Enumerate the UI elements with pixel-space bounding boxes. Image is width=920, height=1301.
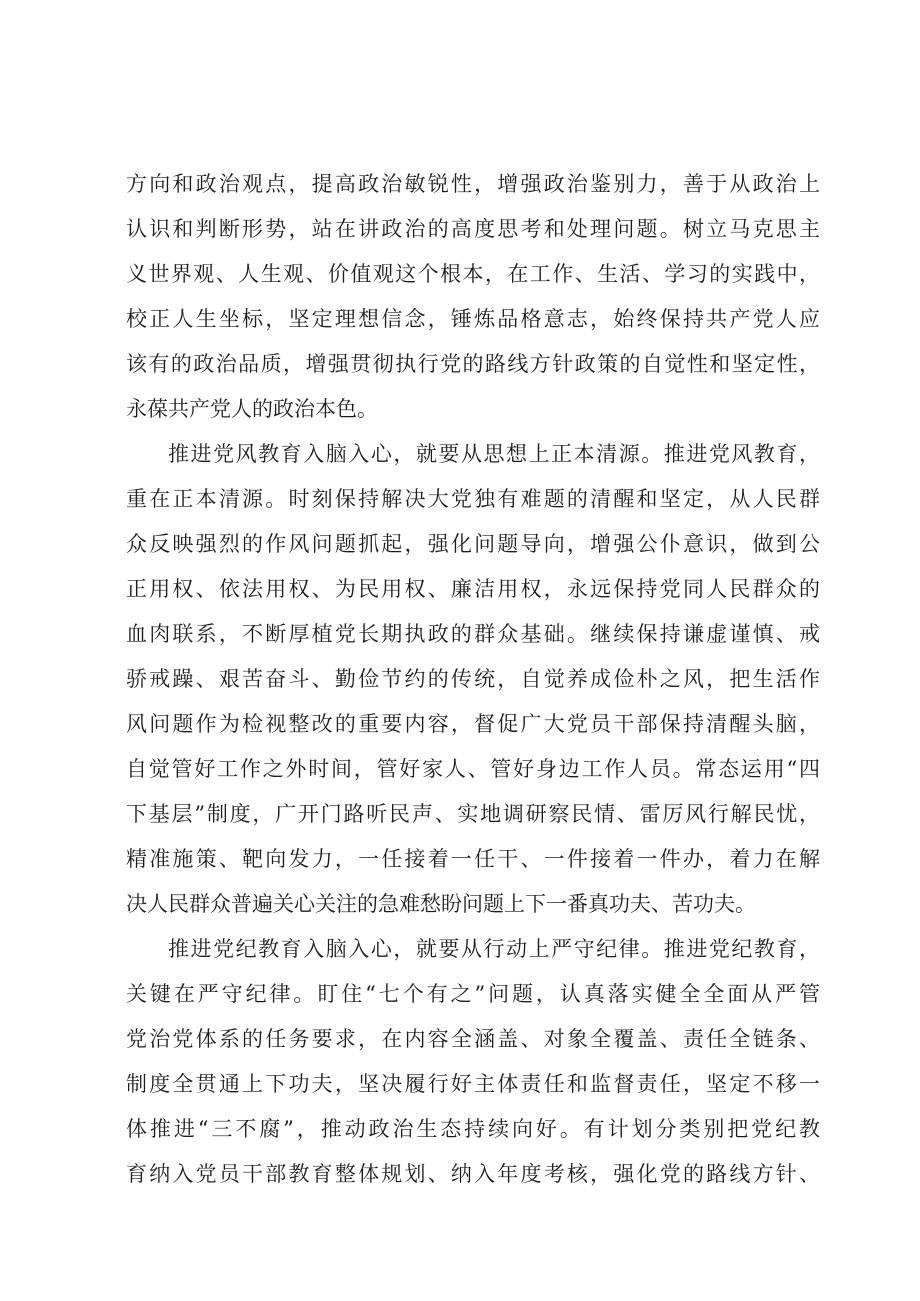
text-line: 关键在严守纪律。盯住“七个有之”问题，认真落实健全全面从严管 [126, 982, 820, 1006]
text-line: 校正人生坐标，坚定理想信念，锤炼品格意志，始终保持共产党人应 [126, 307, 820, 331]
text-line: 众反映强烈的作风问题抓起，强化问题导向，增强公仆意识，做到公 [126, 532, 820, 556]
text-line: 认识和判断形势，站在讲政治的高度思考和处理问题。树立马克思主 [126, 217, 820, 241]
text-line: 自觉管好工作之外时间，管好家人、管好身边工作人员。常态运用“四 [126, 757, 820, 781]
text-line: 正用权、依法用权、为民用权、廉洁用权，永远保持党同人民群众的 [126, 577, 820, 601]
text-line: 制度全贯通上下功夫，坚决履行好主体责任和监督责任，坚定不移一 [126, 1072, 820, 1096]
text-line: 下基层”制度，广开门路听民声、实地调研察民情、雷厉风行解民忧， [126, 802, 820, 826]
text-line: 重在正本清源。时刻保持解决大党独有难题的清醒和坚定，从人民群 [126, 487, 820, 511]
text-line: 党治党体系的任务要求，在内容全涵盖、对象全覆盖、责任全链条、 [126, 1027, 820, 1051]
text-line: 育纳入党员干部教育整体规划、纳入年度考核，强化党的路线方针、 [126, 1162, 820, 1186]
paragraph-first-line: 推进党风教育入脑入心，就要从思想上正本清源。推进党风教育， [168, 442, 820, 466]
paragraph-first-line: 推进党纪教育入脑入心，就要从行动上严守纪律。推进党纪教育， [168, 937, 820, 961]
text-line: 风问题作为检视整改的重要内容，督促广大党员干部保持清醒头脑， [126, 712, 820, 736]
text-line: 永葆共产党人的政治本色。 [126, 397, 378, 421]
text-line: 体推进“三不腐”，推动政治生态持续向好。有计划分类别把党纪教 [126, 1117, 820, 1141]
text-line: 骄戒躁、艰苦奋斗、勤俭节约的传统，自觉养成俭朴之风，把生活作 [126, 667, 820, 691]
text-line: 该有的政治品质，增强贯彻执行党的路线方针政策的自觉性和坚定性， [126, 352, 820, 376]
text-line: 精准施策、靶向发力，一任接着一任干、一件接着一件办，着力在解 [126, 847, 820, 871]
text-line: 方向和政治观点，提高政治敏锐性，增强政治鉴别力，善于从政治上 [126, 172, 820, 196]
text-line: 血肉联系，不断厚植党长期执政的群众基础。继续保持谦虚谨慎、戒 [126, 622, 820, 646]
text-line: 义世界观、人生观、价值观这个根本，在工作、生活、学习的实践中， [126, 262, 820, 286]
text-line: 决人民群众普遍关心关注的急难愁盼问题上下一番真功夫、苦功夫。 [126, 892, 756, 916]
